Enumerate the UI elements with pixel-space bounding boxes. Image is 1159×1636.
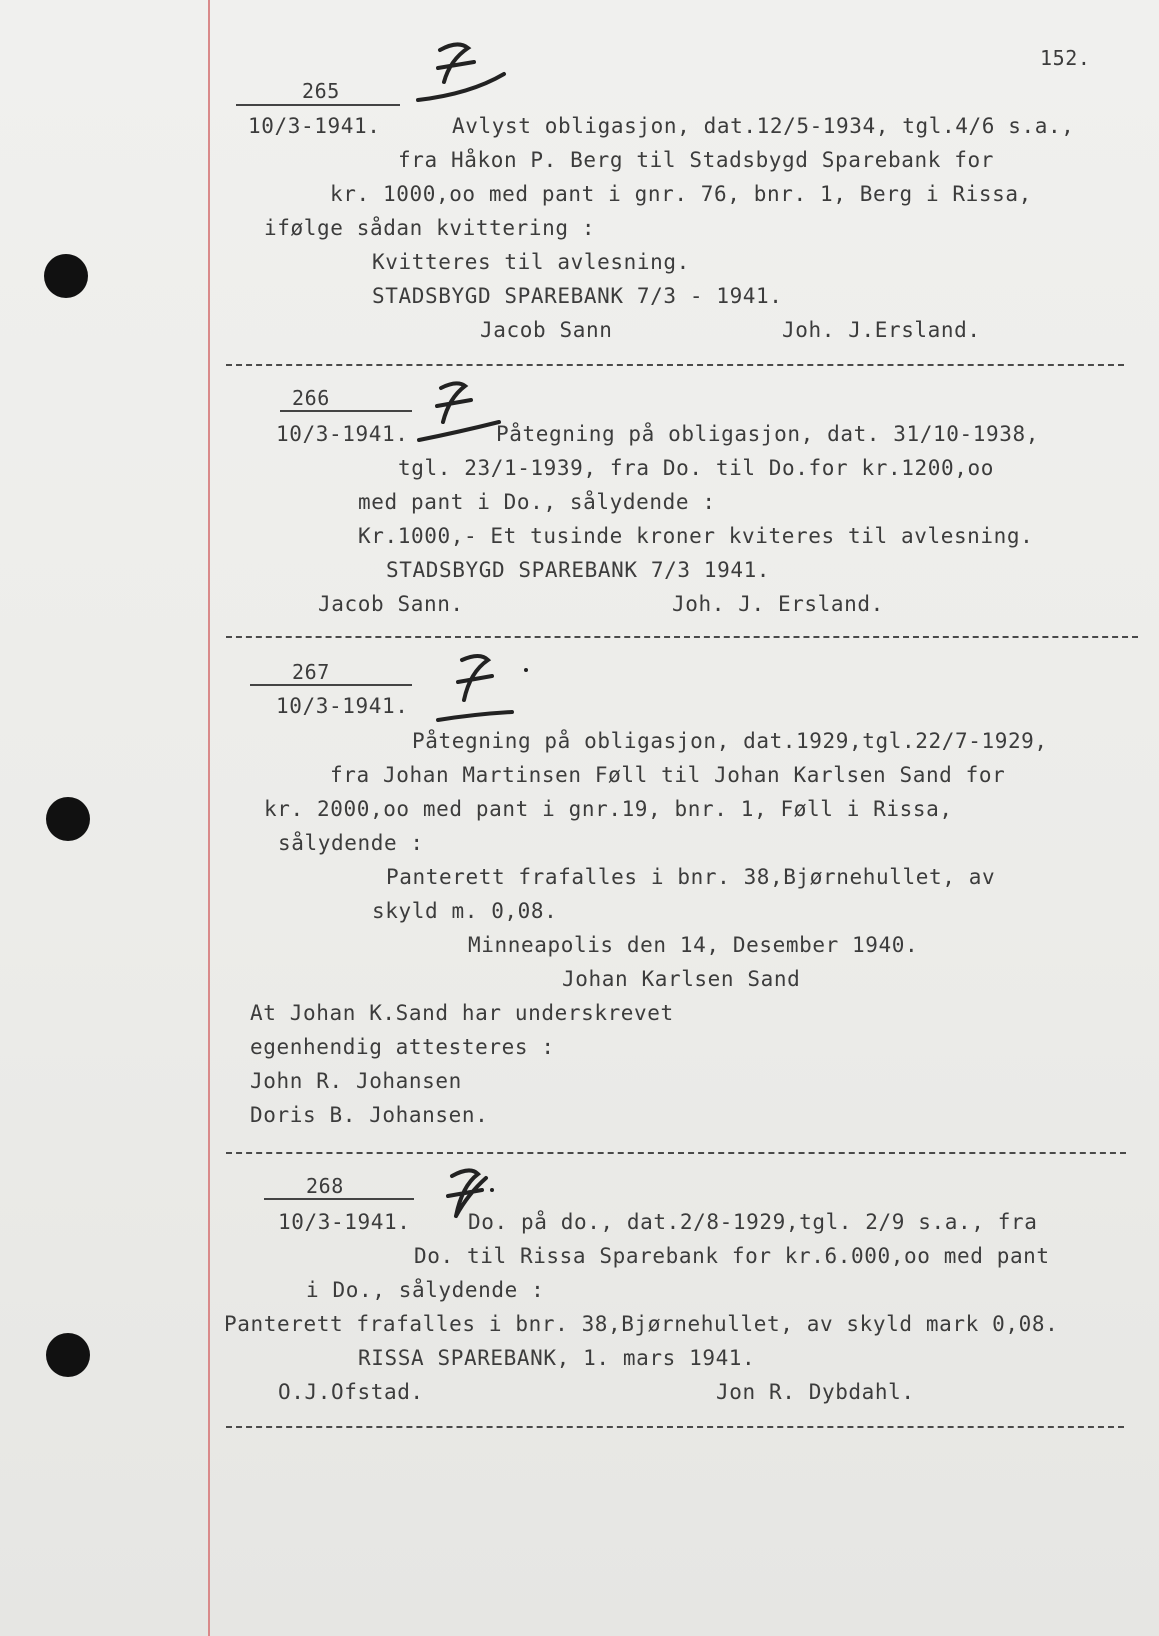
entry-text-line: Do. på do., dat.2/8-1929,tgl. 2/9 s.a., fra bbox=[468, 1210, 1038, 1234]
signature-line: Jacob Sann bbox=[480, 318, 613, 342]
entry-text-line: Kvitteres til avlesning. bbox=[372, 250, 690, 274]
signature-line: Johan Karlsen Sand bbox=[562, 967, 801, 991]
entry-divider bbox=[226, 364, 1124, 366]
signature-mark-icon bbox=[415, 378, 505, 448]
number-underline bbox=[250, 684, 412, 686]
signature-line: Joh. J. Ersland. bbox=[672, 592, 884, 616]
entry-text-line: tgl. 23/1-1939, fra Do. til Do.for kr.1200,oo bbox=[398, 456, 994, 480]
entry-date: 10/3-1941. bbox=[276, 422, 409, 446]
entry-text-line: Minneapolis den 14, Desember 1940. bbox=[468, 933, 919, 957]
number-underline bbox=[280, 410, 412, 412]
entry-text-line: kr. 2000,oo med pant i gnr.19, bnr. 1, Føll i Rissa, bbox=[264, 797, 953, 821]
entry-divider bbox=[226, 1426, 1124, 1428]
entry-text-line: med pant i Do., sålydende : bbox=[358, 490, 716, 514]
signature-line: John R. Johansen bbox=[250, 1069, 462, 1093]
page-number: 152. bbox=[1040, 46, 1091, 70]
entry-text-line: sålydende : bbox=[278, 831, 424, 855]
entry-divider bbox=[226, 1152, 1126, 1154]
entry-number: 266 bbox=[292, 386, 330, 410]
punch-hole-bottom bbox=[46, 1333, 90, 1377]
entry-text-line: Avlyst obligasjon, dat.12/5-1934, tgl.4/6 s.a., bbox=[452, 114, 1075, 138]
signature-line: Jon R. Dybdahl. bbox=[716, 1380, 915, 1404]
entry-text-line: kr. 1000,oo med pant i gnr. 76, bnr. 1, Berg i Rissa, bbox=[330, 182, 1032, 206]
entry-text-line: At Johan K.Sand har underskrevet bbox=[250, 1001, 674, 1025]
entry-text-line: Panterett frafalles i bnr. 38,Bjørnehullet, av skyld mark 0,08. bbox=[224, 1312, 1059, 1336]
entry-divider bbox=[226, 636, 1138, 638]
entry-text-line: Panterett frafalles i bnr. 38,Bjørnehullet, av bbox=[386, 865, 996, 889]
entry-text-line: ifølge sådan kvittering : bbox=[264, 216, 596, 240]
entry-date: 10/3-1941. bbox=[276, 694, 409, 718]
signature-line: Jacob Sann. bbox=[318, 592, 464, 616]
entry-text-line: fra Håkon P. Berg til Stadsbygd Sparebank for bbox=[398, 148, 994, 172]
entry-number: 265 bbox=[302, 79, 340, 103]
entry-date: 10/3-1941. bbox=[248, 114, 381, 138]
number-underline bbox=[236, 104, 400, 106]
punch-hole-middle bbox=[46, 797, 90, 841]
entry-text-line: fra Johan Martinsen Føll til Johan Karlsen Sand for bbox=[330, 763, 1006, 787]
entry-text-line: Påtegning på obligasjon, dat. 31/10-1938, bbox=[496, 422, 1039, 446]
entry-text-line: RISSA SPAREBANK, 1. mars 1941. bbox=[358, 1346, 756, 1370]
entry-text-line: i Do., sålydende : bbox=[306, 1278, 545, 1302]
entry-date: 10/3-1941. bbox=[278, 1210, 411, 1234]
entry-number: 267 bbox=[292, 660, 330, 684]
punch-hole-top bbox=[44, 254, 88, 298]
entry-number: 268 bbox=[306, 1174, 344, 1198]
entry-text-line: skyld m. 0,08. bbox=[372, 899, 558, 923]
entry-text-line: STADSBYGD SPAREBANK 7/3 1941. bbox=[386, 558, 771, 582]
signature-line: Doris B. Johansen. bbox=[250, 1103, 489, 1127]
number-underline bbox=[264, 1198, 414, 1200]
signature-mark-icon bbox=[432, 650, 532, 730]
entry-text-line: Do. til Rissa Sparebank for kr.6.000,oo med pant bbox=[414, 1244, 1050, 1268]
entry-text-line: Kr.1000,- Et tusinde kroner kviteres til avlesning. bbox=[358, 524, 1034, 548]
entry-text-line: egenhendig attesteres : bbox=[250, 1035, 555, 1059]
entry-text-line: Påtegning på obligasjon, dat.1929,tgl.22/7-1929, bbox=[412, 729, 1048, 753]
signature-line: O.J.Ofstad. bbox=[278, 1380, 424, 1404]
entry-text-line: STADSBYGD SPAREBANK 7/3 - 1941. bbox=[372, 284, 783, 308]
margin-rule bbox=[208, 0, 210, 1636]
signature-line: Joh. J.Ersland. bbox=[782, 318, 981, 342]
signature-mark-icon bbox=[410, 38, 510, 108]
